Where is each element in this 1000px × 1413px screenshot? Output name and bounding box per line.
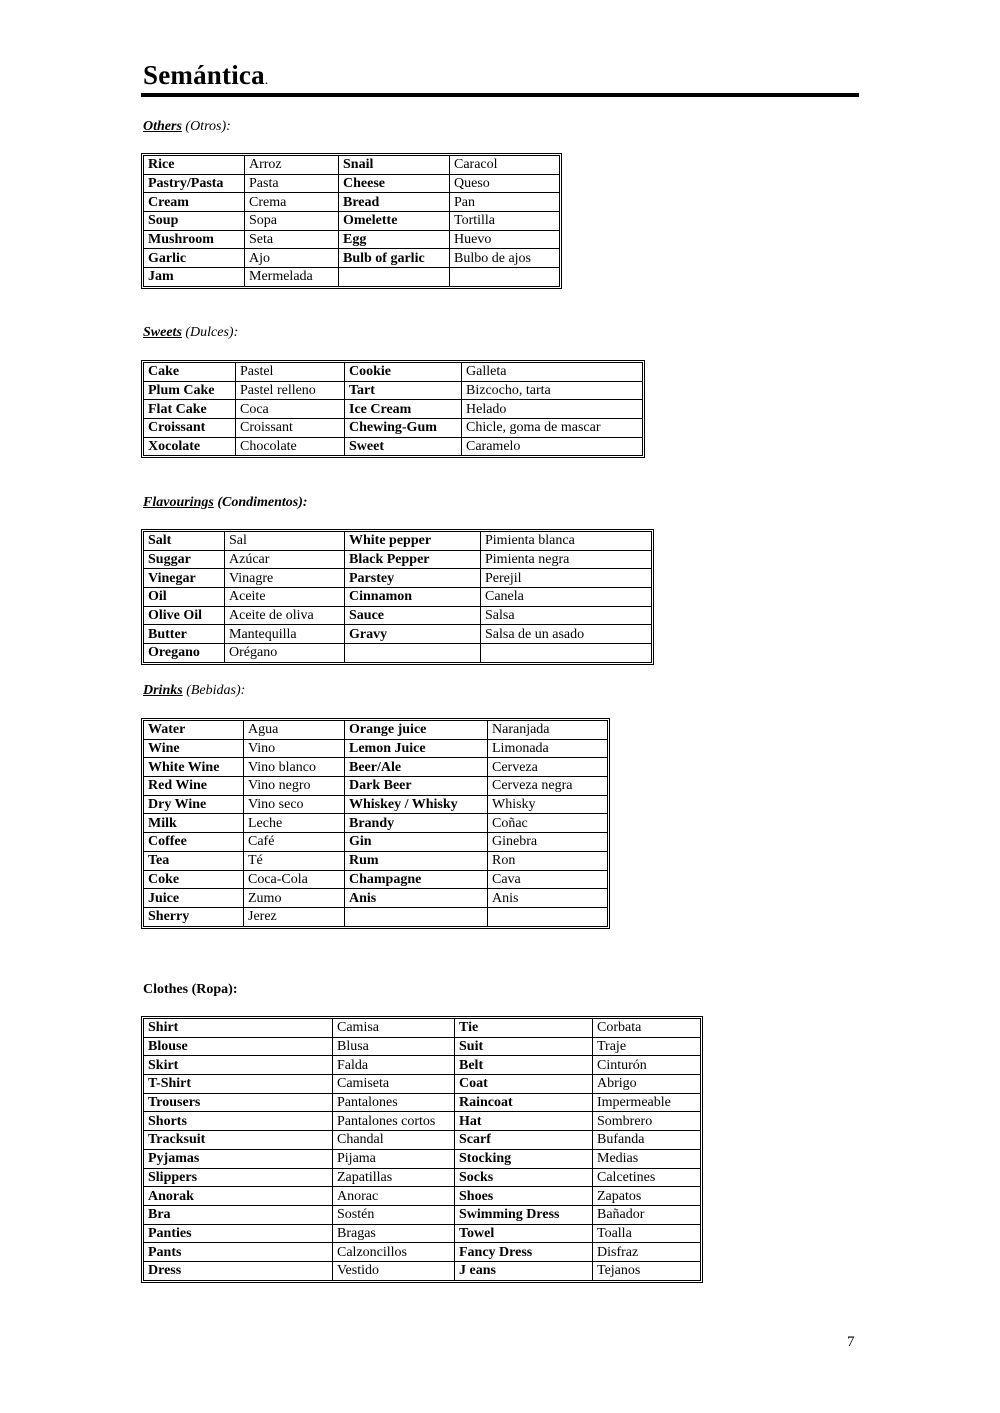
english-word-cell: Towel <box>455 1225 593 1244</box>
table-row <box>144 814 607 833</box>
table-row <box>144 156 559 175</box>
english-word-cell: Croissant <box>144 419 236 438</box>
table-row <box>144 1243 700 1262</box>
english-word-cell <box>339 268 450 286</box>
spanish-word-cell: Corbata <box>593 1019 700 1038</box>
english-word-cell: Fancy Dress <box>455 1243 593 1262</box>
english-word-cell: Suggar <box>144 551 225 570</box>
english-word-cell: Ice Cream <box>345 400 462 419</box>
english-word-cell: Sauce <box>345 607 481 626</box>
spanish-word-cell: Pantalones <box>333 1094 455 1113</box>
spanish-word-cell: Cinturón <box>593 1056 700 1075</box>
english-word-cell <box>345 644 481 662</box>
english-word-cell: Xocolate <box>144 438 236 456</box>
english-word-cell: Belt <box>455 1056 593 1075</box>
english-word-cell: Lemon Juice <box>345 740 488 759</box>
table-row <box>144 852 607 871</box>
table-row <box>144 721 607 740</box>
spanish-word-cell: Coca <box>236 400 345 419</box>
vocab-table-flavourings <box>141 529 654 665</box>
english-word-cell: Socks <box>455 1169 593 1188</box>
table-row <box>144 1225 700 1244</box>
english-word-cell: Tart <box>345 382 462 401</box>
english-word-cell: Cinnamon <box>345 588 481 607</box>
page-number: 7 <box>847 1334 855 1350</box>
spanish-word-cell: Pimienta negra <box>481 551 651 570</box>
english-word-cell: Brandy <box>345 814 488 833</box>
table-row <box>144 588 651 607</box>
english-word-cell: Beer/Ale <box>345 758 488 777</box>
table-row <box>144 644 651 662</box>
english-word-cell: Salt <box>144 532 225 551</box>
english-word-cell: Cream <box>144 193 245 212</box>
english-word-cell: Scarf <box>455 1131 593 1150</box>
spanish-word-cell: Sal <box>225 532 345 551</box>
section-heading-en: Sweets <box>143 325 182 340</box>
english-word-cell: Coat <box>455 1075 593 1094</box>
spanish-word-cell: Azúcar <box>225 551 345 570</box>
english-word-cell: Pastry/Pasta <box>144 175 245 194</box>
english-word-cell: Butter <box>144 625 225 644</box>
spanish-word-cell: Chocolate <box>236 438 345 456</box>
spanish-word-cell: Mantequilla <box>225 625 345 644</box>
english-word-cell: Sweet <box>345 438 462 456</box>
section-heading-en: Flavourings <box>143 495 214 510</box>
english-word-cell: Rum <box>345 852 488 871</box>
spanish-word-cell: Café <box>244 833 345 852</box>
table-row <box>144 758 607 777</box>
spanish-word-cell: Coca-Cola <box>244 871 345 890</box>
spanish-word-cell: Pastel <box>236 363 345 382</box>
spanish-word-cell: Tejanos <box>597 1263 641 1279</box>
english-word-cell: Shorts <box>144 1112 333 1131</box>
english-word-cell: Wine <box>144 740 244 759</box>
spanish-word-cell: Pan <box>450 193 559 212</box>
spanish-word-cell <box>481 644 651 662</box>
spanish-word-cell: Bragas <box>333 1225 455 1244</box>
english-word-cell: Milk <box>144 814 244 833</box>
spanish-word-cell: Impermeable <box>593 1094 700 1113</box>
spanish-word-cell: Ginebra <box>488 833 607 852</box>
section-heading-es: (Dulces): <box>185 325 239 340</box>
spanish-word-cell: Disfraz <box>593 1243 700 1262</box>
spanish-word-cell: Seta <box>245 231 339 250</box>
english-word-cell: Oil <box>144 588 225 607</box>
spanish-word-cell: Cerveza <box>488 758 607 777</box>
english-word-cell: Blouse <box>144 1038 333 1057</box>
table-row <box>144 249 559 268</box>
english-word-cell: Bread <box>339 193 450 212</box>
table-row <box>144 1056 700 1075</box>
english-word-cell: Dress <box>144 1262 333 1280</box>
english-word-cell: Chewing-Gum <box>345 419 462 438</box>
title-rule <box>141 93 859 97</box>
english-word-cell: Sherry <box>144 908 244 926</box>
table-row <box>144 1094 700 1113</box>
spanish-word-cell: Pimienta blanca <box>481 532 651 551</box>
english-word-cell: Coffee <box>144 833 244 852</box>
spanish-word-cell: Coñac <box>488 814 607 833</box>
spanish-word-cell: Chicle, goma de mascar <box>462 419 642 438</box>
english-word-cell: Dark Beer <box>345 777 488 796</box>
table-row <box>144 1206 700 1225</box>
spanish-word-cell: Leche <box>244 814 345 833</box>
english-word-cell: Coke <box>144 871 244 890</box>
spanish-word-cell: Aceite de oliva <box>225 607 345 626</box>
vocab-table-drinks <box>141 718 610 929</box>
spanish-word-cell: Croissant <box>236 419 345 438</box>
spanish-word-cell: Vino negro <box>244 777 345 796</box>
spanish-word-cell: Sostén <box>333 1206 455 1225</box>
spanish-word-cell: Helado <box>462 400 642 419</box>
table-row <box>144 532 651 551</box>
table-row <box>144 212 559 231</box>
spanish-word-cell: Pasta <box>245 175 339 194</box>
spanish-word-cell: Anis <box>488 889 607 908</box>
spanish-word-cell: Canela <box>481 588 651 607</box>
spanish-word-cell: Zapatos <box>593 1187 700 1206</box>
english-word-cell: Shirt <box>144 1019 333 1038</box>
page-title-text: Semántica <box>143 60 265 90</box>
table-row <box>144 740 607 759</box>
english-word-cell: Mushroom <box>144 231 245 250</box>
table-row <box>144 908 607 926</box>
english-word-cell: White pepper <box>345 532 481 551</box>
table-row <box>144 382 642 401</box>
english-word-cell: Jam <box>144 268 245 286</box>
spanish-word-cell: Toalla <box>593 1225 700 1244</box>
english-word-cell: Oregano <box>144 644 225 662</box>
table-row <box>144 777 607 796</box>
english-word-cell: Egg <box>339 231 450 250</box>
spanish-word-cell <box>488 908 607 926</box>
spanish-word-cell: Pastel relleno <box>236 382 345 401</box>
english-word-cell: Trousers <box>144 1094 333 1113</box>
section-heading-clothes <box>143 982 238 998</box>
spanish-word-cell: Pantalones cortos <box>333 1112 455 1131</box>
spanish-word-cell: Té <box>244 852 345 871</box>
english-word-cell <box>345 908 488 926</box>
table-row <box>144 625 651 644</box>
table-row <box>144 551 651 570</box>
section-heading-sweets <box>143 325 238 341</box>
spanish-word-cell: Whisky <box>488 796 607 815</box>
section-heading-es: (Bebidas): <box>186 683 246 698</box>
english-word-cell: J eans <box>455 1262 593 1280</box>
table-row <box>144 833 607 852</box>
page-title-dot: . <box>264 73 269 88</box>
spanish-word-cell: Salsa de un asado <box>481 625 651 644</box>
table-row <box>144 363 642 382</box>
spanish-word-cell: Huevo <box>450 231 559 250</box>
table-row <box>144 175 559 194</box>
spanish-word-cell: Perejil <box>481 569 651 588</box>
spanish-word-cell: Naranjada <box>488 721 607 740</box>
english-word-cell: Orange juice <box>345 721 488 740</box>
table-row <box>144 871 607 890</box>
spanish-word-cell: Calzoncillos <box>333 1243 455 1262</box>
spanish-word-cell: Cava <box>488 871 607 890</box>
english-word-cell: Panties <box>144 1225 333 1244</box>
english-word-cell: Water <box>144 721 244 740</box>
spanish-word-cell: Traje <box>593 1038 700 1057</box>
section-heading-flavourings <box>143 495 308 511</box>
spanish-word-cell: Jerez <box>244 908 345 926</box>
english-word-cell: Swimming Dress <box>455 1206 593 1225</box>
spanish-word-cell: Ron <box>488 852 607 871</box>
spanish-word-cell: Arroz <box>245 156 339 175</box>
english-word-cell: Omelette <box>339 212 450 231</box>
spanish-word-cell: Bulbo de ajos <box>450 249 559 268</box>
english-word-cell: Garlic <box>144 249 245 268</box>
table-row <box>144 438 642 456</box>
spanish-word-cell: Sopa <box>245 212 339 231</box>
english-word-cell: Skirt <box>144 1056 333 1075</box>
table-row <box>144 569 651 588</box>
english-word-cell: Gin <box>345 833 488 852</box>
table-row <box>144 1019 700 1038</box>
spanish-word-cell: Abrigo <box>593 1075 700 1094</box>
table-row <box>144 400 642 419</box>
spanish-word-cell: Chandal <box>333 1131 455 1150</box>
english-word-cell: Pants <box>144 1243 333 1262</box>
english-word-cell: Dry Wine <box>144 796 244 815</box>
spanish-word-cell: Vino seco <box>244 796 345 815</box>
english-word-cell: Snail <box>339 156 450 175</box>
spanish-word-cell: Salsa <box>481 607 651 626</box>
section-heading-es: (Ropa): <box>191 982 238 997</box>
page-title <box>143 60 269 91</box>
spanish-word-cell: Caramelo <box>466 439 521 455</box>
english-word-cell: Bra <box>144 1206 333 1225</box>
table-row <box>144 419 642 438</box>
table-row <box>144 607 651 626</box>
english-word-cell: Gravy <box>345 625 481 644</box>
spanish-word-cell: Ajo <box>245 249 339 268</box>
spanish-word-cell: Bañador <box>593 1206 700 1225</box>
section-heading-en: Others <box>143 119 182 134</box>
spanish-word-cell: Vestido <box>333 1262 455 1280</box>
spanish-word-cell: Vino blanco <box>244 758 345 777</box>
english-word-cell: Red Wine <box>144 777 244 796</box>
spanish-word-cell: Calcetines <box>593 1169 700 1188</box>
english-word-cell: Tracksuit <box>144 1131 333 1150</box>
english-word-cell: T-Shirt <box>144 1075 333 1094</box>
english-word-cell: Cheese <box>339 175 450 194</box>
english-word-cell: Anorak <box>144 1187 333 1206</box>
vocab-table-clothes <box>141 1016 703 1283</box>
spanish-word-cell: Bufanda <box>593 1131 700 1150</box>
spanish-word-cell: Medias <box>593 1150 700 1169</box>
table-row <box>144 1262 700 1280</box>
english-word-cell: Flat Cake <box>144 400 236 419</box>
spanish-word-cell: Queso <box>450 175 559 194</box>
english-word-cell: Whiskey / Whisky <box>345 796 488 815</box>
english-word-cell: Raincoat <box>455 1094 593 1113</box>
spanish-word-cell: Crema <box>245 193 339 212</box>
english-word-cell: Plum Cake <box>144 382 236 401</box>
spanish-word-cell: Orégano <box>225 644 345 662</box>
spanish-word-cell: Limonada <box>488 740 607 759</box>
section-heading-en: Clothes <box>143 982 189 997</box>
english-word-cell: Tea <box>144 852 244 871</box>
spanish-word-cell: Vino <box>244 740 345 759</box>
english-word-cell: Vinegar <box>144 569 225 588</box>
spanish-word-cell: Falda <box>333 1056 455 1075</box>
english-word-cell: Cake <box>144 363 236 382</box>
spanish-word-cell: Zumo <box>244 889 345 908</box>
english-word-cell: Shoes <box>455 1187 593 1206</box>
vocab-table-others <box>141 153 562 289</box>
table-row <box>144 796 607 815</box>
table-row <box>144 1169 700 1188</box>
table-row <box>144 889 607 908</box>
english-word-cell: White Wine <box>144 758 244 777</box>
english-word-cell: Cookie <box>345 363 462 382</box>
spanish-word-cell: Camiseta <box>333 1075 455 1094</box>
spanish-word-cell: Camisa <box>333 1019 455 1038</box>
table-row <box>144 231 559 250</box>
english-word-cell: Olive Oil <box>144 607 225 626</box>
english-word-cell: Anis <box>345 889 488 908</box>
table-row <box>144 1187 700 1206</box>
spanish-word-cell: Caracol <box>450 156 559 175</box>
english-word-cell: Rice <box>144 156 245 175</box>
english-word-cell: Hat <box>455 1112 593 1131</box>
spanish-word-cell <box>450 268 559 286</box>
english-word-cell: Suit <box>455 1038 593 1057</box>
section-heading-drinks <box>143 683 245 699</box>
table-row <box>144 1112 700 1131</box>
table-row <box>144 193 559 212</box>
spanish-word-cell: Anorac <box>333 1187 455 1206</box>
english-word-cell: Stocking <box>455 1150 593 1169</box>
spanish-word-cell: Agua <box>244 721 345 740</box>
section-heading-es: (Otros): <box>185 119 231 134</box>
spanish-word-cell: Galleta <box>462 363 642 382</box>
spanish-word-cell: Pijama <box>333 1150 455 1169</box>
english-word-cell: Pyjamas <box>144 1150 333 1169</box>
english-word-cell: Juice <box>144 889 244 908</box>
english-word-cell: Tie <box>455 1019 593 1038</box>
spanish-word-cell: Aceite <box>225 588 345 607</box>
section-heading-others <box>143 119 231 135</box>
section-heading-en: Drinks <box>143 683 183 698</box>
spanish-word-cell: Vinagre <box>225 569 345 588</box>
section-heading-es: (Condimentos): <box>217 495 308 510</box>
table-row <box>144 1075 700 1094</box>
table-row <box>144 268 559 286</box>
english-word-cell: Parstey <box>345 569 481 588</box>
table-row <box>144 1038 700 1057</box>
spanish-word-cell: Bizcocho, tarta <box>462 382 642 401</box>
vocab-table-sweets <box>141 360 645 458</box>
english-word-cell: Black Pepper <box>345 551 481 570</box>
spanish-word-cell: Tortilla <box>450 212 559 231</box>
spanish-word-cell: Cerveza negra <box>488 777 607 796</box>
spanish-word-cell: Zapatillas <box>333 1169 455 1188</box>
table-row <box>144 1150 700 1169</box>
english-word-cell: Bulb of garlic <box>339 249 450 268</box>
spanish-word-cell: Sombrero <box>593 1112 700 1131</box>
english-word-cell: Champagne <box>345 871 488 890</box>
english-word-cell: Soup <box>144 212 245 231</box>
spanish-word-cell: Blusa <box>333 1038 455 1057</box>
english-word-cell: Slippers <box>144 1169 333 1188</box>
spanish-word-cell: Mermelada <box>245 268 339 286</box>
table-row <box>144 1131 700 1150</box>
